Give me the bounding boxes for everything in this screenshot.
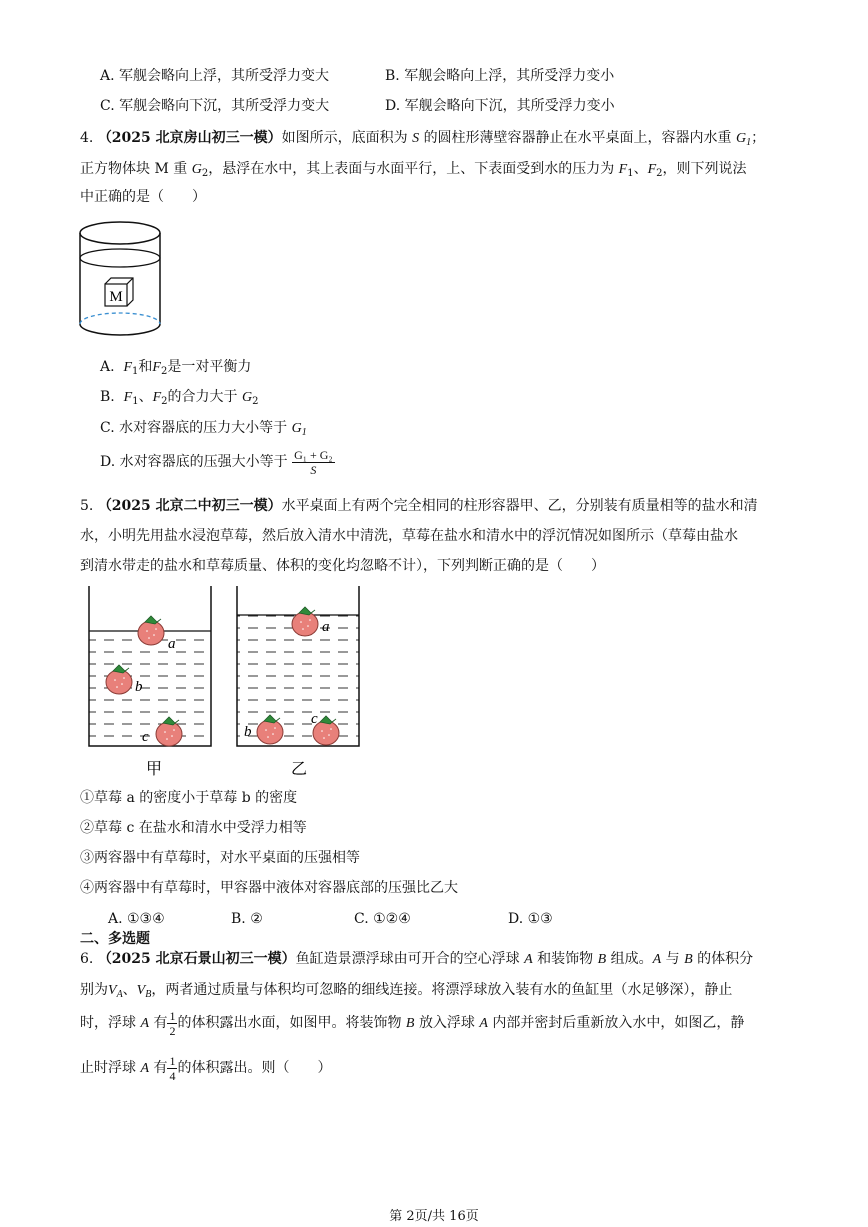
opt-letter: A. [100, 359, 115, 375]
var-f: F [152, 360, 161, 375]
frac-num: 1 [169, 1053, 176, 1068]
option-c: C. 军舰会略向下沉，其所受浮力变大 [100, 98, 330, 114]
water-surface-back [80, 249, 160, 258]
q4-source: （2025 北京房山初三一模） [97, 130, 282, 146]
label-c: c [311, 711, 318, 727]
cube-label: M [109, 289, 123, 305]
label-yi: 乙 [291, 761, 308, 778]
label-jia: 甲 [146, 761, 163, 778]
q4-text: 是一对平衡力 [167, 359, 252, 375]
q6-text: 有 [153, 1060, 168, 1076]
q6-number: 6. [80, 951, 94, 967]
var-a: A [140, 1016, 150, 1031]
q5-text: 水平桌面上有两个完全相同的柱形容器甲、乙，分别装有质量相等的盐水和清 [281, 498, 758, 514]
q5-statement-1: ①草莓 a 的密度小于草莓 b 的密度 [80, 790, 298, 806]
option-d: D. 军舰会略向下沉，其所受浮力变小 [385, 98, 615, 114]
sub: 2 [656, 168, 663, 179]
container-rim [80, 222, 160, 244]
q6-text: 和装饰物 [537, 951, 594, 967]
water-surface-front [80, 258, 160, 267]
option-b: B. 军舰会略向上浮，其所受浮力变小 [385, 68, 615, 84]
cube-m [105, 278, 133, 306]
label-a: a [168, 636, 176, 652]
label-c: c [142, 729, 149, 745]
q6-text: 有 [153, 1015, 168, 1031]
q4-text: 、 [138, 389, 153, 405]
q5-option-c: C. ①②④ [354, 911, 411, 927]
sub: 2 [252, 396, 259, 407]
q4-line2 [80, 159, 747, 180]
q4-option-d [100, 444, 335, 480]
q6-text: 的体积分 [697, 951, 754, 967]
sub: 2 [201, 168, 209, 179]
var-b: B [597, 952, 607, 967]
q4-text: ，则下列说法 [662, 161, 747, 177]
var-f: F [123, 360, 133, 375]
sub: 1 [746, 137, 752, 148]
var-g: G [191, 162, 202, 177]
q4-number: 4. [80, 130, 94, 146]
q4-text: D. 水对容器底的压强大小等于 [100, 454, 288, 470]
q5-figure [84, 586, 364, 781]
fraction-quarter [167, 1054, 177, 1083]
q4-text: C. 水对容器底的压力大小等于 [100, 420, 288, 436]
sub: 1 [301, 427, 307, 438]
q5-option-b: B. ② [231, 911, 263, 927]
q6-text: 内部并密封后重新放入水中，如图乙，静 [492, 1015, 745, 1031]
q6-text: 组成。 [610, 951, 653, 967]
q5-number: 5. [80, 498, 94, 514]
q5-line1 [80, 496, 758, 516]
section-title: 二、多选题 [80, 931, 150, 947]
q6-text: 、 [122, 982, 137, 998]
q6-line1 [80, 949, 753, 970]
var-f: F [152, 390, 162, 405]
opt-letter: B. [100, 389, 115, 405]
var-b: B [684, 952, 693, 967]
fraction-half [167, 1009, 177, 1038]
frac-num: 1 [169, 1008, 176, 1023]
fraction [292, 448, 334, 477]
q5-option-a: A. ①③④ [108, 911, 165, 927]
q5-statement-3: ③两容器中有草莓时，对水平桌面的压强相等 [80, 850, 360, 866]
q6-text: 与 [665, 951, 680, 967]
q4-text: 和 [138, 359, 153, 375]
var-a: A [652, 952, 662, 967]
option-a: A. 军舰会略向上浮，其所受浮力变大 [100, 68, 330, 84]
label-a: a [322, 619, 330, 635]
container-bottom-hidden [80, 313, 160, 324]
label-b: b [135, 679, 143, 695]
q5-line3: 到清水带走的盐水和草莓质量、体积的变化均忽略不计），下列判断正确的是（ ） [80, 558, 605, 574]
frac-num: G₁ + G₂ [294, 447, 333, 462]
q6-text: 的体积露出水面，如图甲。将装饰物 [177, 1015, 402, 1031]
q5-option-d: D. ①③ [508, 911, 553, 927]
q4-line1 [80, 128, 765, 149]
sub: 1 [627, 168, 634, 179]
q4-text: 正方物体块 M 重 [80, 161, 188, 177]
q6-text: ，两者通过质量与体积均可忽略的细线连接。将漂浮球放入装有水的鱼缸里（水足够深），静止 [151, 982, 733, 998]
q4-text: 的圆柱形薄壁容器静止在水平桌面上，容器内水重 [423, 130, 732, 146]
sub: 1 [132, 366, 139, 377]
q6-text: 放入浮球 [418, 1015, 475, 1031]
sub: 2 [161, 396, 168, 407]
q5-statement-2: ②草莓 c 在盐水和清水中受浮力相等 [80, 820, 307, 836]
q4-text: ； [751, 130, 766, 146]
var-g: G [291, 421, 302, 436]
q4-option-c [100, 418, 307, 439]
strawberry-a-yi [292, 607, 318, 636]
sub: 1 [132, 396, 139, 407]
q4-line3: 中正确的是（ ） [80, 189, 206, 205]
q4-figure-container [78, 218, 164, 342]
q6-text: 止时浮球 [80, 1060, 136, 1076]
var-g: G [736, 131, 747, 146]
sub: B [145, 989, 152, 1000]
var-a: A [479, 1016, 488, 1031]
container-jia [89, 586, 211, 746]
strawberry-a-jia [138, 616, 164, 645]
sub: A [116, 989, 123, 1000]
container-bottom [80, 324, 160, 335]
q4-text: ，悬浮在水中，其上表面与水面平行，上、下表面受到水的压力为 [208, 161, 615, 177]
var-f: F [123, 390, 133, 405]
q6-text: 别为 [80, 982, 108, 998]
q4-option-a [100, 357, 251, 378]
var-vb: V [136, 983, 146, 998]
label-b: b [244, 724, 252, 740]
q5-line2: 水，小明先用盐水浸泡草莓，然后放入清水中清洗，草莓在盐水和清水中的浮沉情况如图所示（草莓由盐水 [80, 528, 738, 544]
frac-den: 2 [169, 1023, 176, 1038]
q4-option-b [100, 387, 258, 408]
q6-line4 [80, 1049, 331, 1088]
var-f: F [647, 162, 657, 177]
q4-text: 、 [633, 161, 648, 177]
q4-text: 如图所示，底面积为 [281, 130, 408, 146]
q4-text: 的合力大于 [167, 389, 238, 405]
var-f: F [618, 162, 628, 177]
container-yi [237, 586, 359, 746]
frac-den: S [310, 462, 317, 477]
var-a: A [140, 1061, 150, 1076]
var-g: G [241, 390, 253, 405]
var-a: A [524, 952, 533, 967]
var-s: S [412, 131, 420, 146]
sub: 2 [160, 366, 168, 377]
q6-text: 时，浮球 [80, 1015, 136, 1031]
q6-line2 [80, 980, 732, 1001]
q6-text: 鱼缸造景漂浮球由可开合的空心浮球 [295, 951, 520, 967]
var-b: B [405, 1016, 415, 1031]
q6-text: 的体积露出。则（ ） [177, 1060, 332, 1076]
q6-source: （2025 北京石景山初三一模） [97, 951, 296, 967]
page-footer: 第 2页/共 16页 [389, 1209, 479, 1224]
var-va: V [108, 983, 117, 998]
frac-den: 4 [169, 1068, 176, 1083]
q6-line3 [80, 1004, 744, 1043]
q5-source: （2025 北京二中初三一模） [97, 498, 282, 514]
q5-statement-4: ④两容器中有草莓时，甲容器中液体对容器底部的压强比乙大 [80, 880, 458, 896]
